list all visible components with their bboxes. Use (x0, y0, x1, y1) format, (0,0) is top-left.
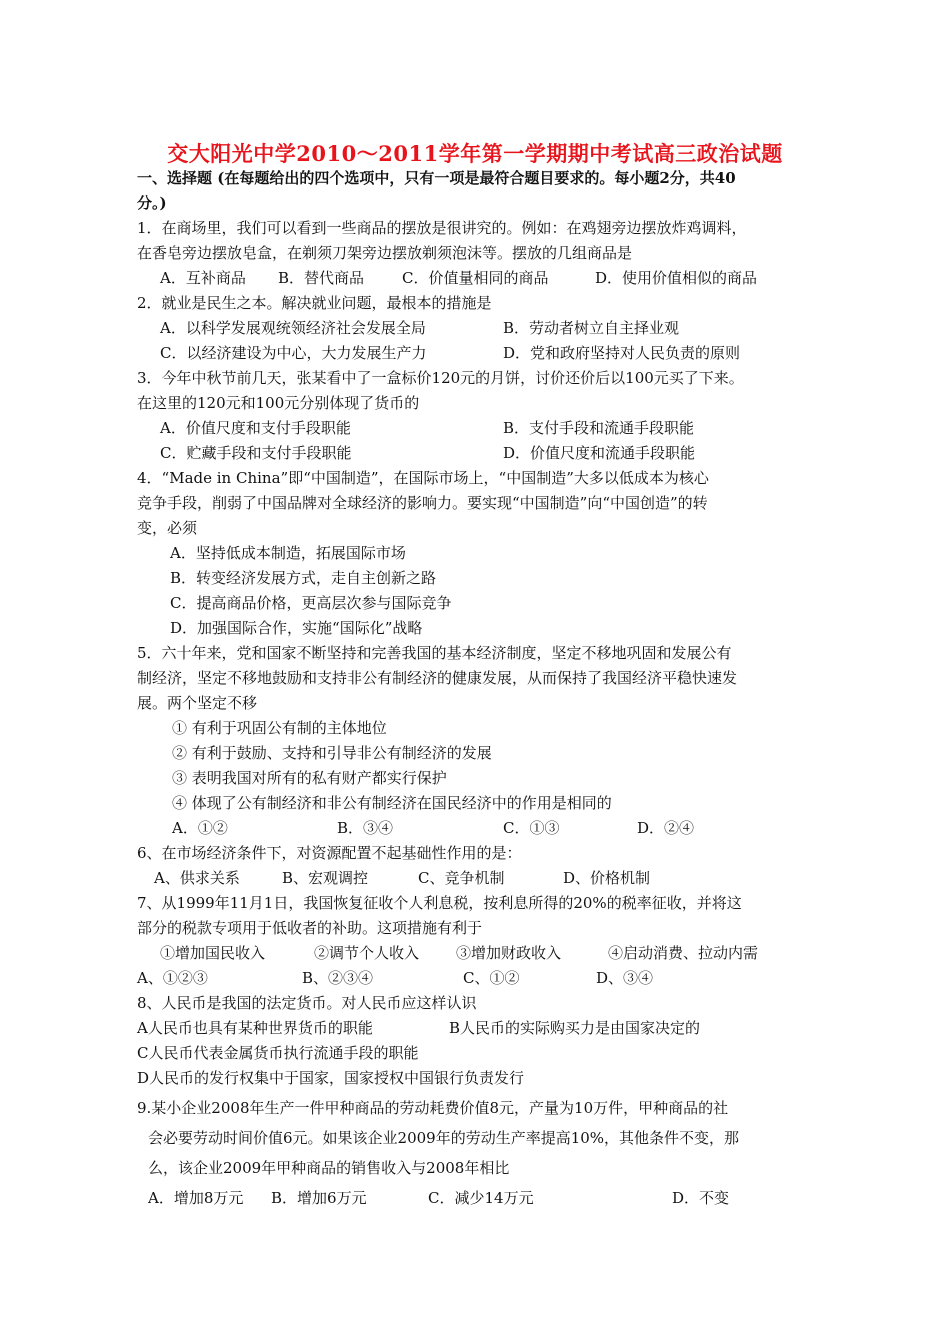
q5-option-a: A．①② (172, 819, 228, 837)
q4-option-c: C．提高商品价格，更高层次参与国际竞争 (170, 594, 452, 612)
q7-stem-line1: 7、从1999年11月1日，我国恢复征收个人利息税，按利息所得的20%的税率征收，并将这 (137, 894, 742, 912)
q9-stem-line1: 9.某小企业2008年生产一件甲种商品的劳动耗费价值8元，产量为10万件，甲种商品的社 (137, 1099, 729, 1117)
q2-stem: 2．就业是民生之本。解决就业问题，最根本的措施是 (137, 294, 492, 312)
q4-option-a: A．坚持低成本制造，拓展国际市场 (170, 544, 406, 562)
q6-option-c: C、竞争机制 (418, 869, 505, 887)
q7-option-b: B、②③④ (302, 969, 374, 987)
q5-option-b: B．③④ (337, 819, 394, 837)
q7-statement-3: ③增加财政收入 (456, 944, 562, 962)
q4-stem-line1: 4．“Made in China”即“中国制造”，在国际市场上，“中国制造”大多以低成本为核心 (137, 469, 709, 487)
q1-option-a: A．互补商品 (160, 269, 246, 287)
q3-option-b: B．支付手段和流通手段职能 (503, 419, 695, 437)
q6-stem: 6、在市场经济条件下，对资源配置不起基础性作用的是： (137, 844, 522, 862)
q8-option-b: B人民币的实际购买力是由国家决定的 (449, 1019, 701, 1037)
q6-option-b: B、宏观调控 (282, 869, 369, 887)
q2-option-a: A．以科学发展观统领经济社会发展全局 (160, 319, 426, 337)
q5-statement-3: ③ 表明我国对所有的私有财产都实行保护 (172, 769, 447, 787)
q5-statement-1: ① 有利于巩固公有制的主体地位 (172, 719, 387, 737)
q5-statement-4: ④ 体现了公有制经济和非公有制经济在国民经济中的作用是相同的 (172, 794, 612, 812)
q7-stem-line2: 部分的税款专项用于低收者的补助。这项措施有利于 (137, 919, 483, 937)
q1-option-d: D．使用价值相似的商品 (595, 269, 758, 287)
q3-option-d: D．价值尺度和流通手段职能 (503, 444, 696, 462)
q6-option-a: A、供求关系 (154, 869, 240, 887)
q3-option-a: A．价值尺度和支付手段职能 (160, 419, 351, 437)
q1-stem-line1: 1．在商场里，我们可以看到一些商品的摆放是很讲究的。例如：在鸡翅旁边摆放炸鸡调料， (137, 219, 747, 237)
q7-option-a: A、①②③ (137, 969, 208, 987)
q9-option-a: A．增加8万元 (148, 1189, 244, 1207)
q8-option-a: A人民币也具有某种世界货币的职能 (137, 1019, 373, 1037)
q6-option-d: D、价格机制 (563, 869, 651, 887)
q8-option-d: D人民币的发行权集中于国家，国家授权中国银行负责发行 (137, 1069, 525, 1087)
q1-stem-line2: 在香皂旁边摆放皂盒，在剃须刀架旁边摆放剃须泡沫等。摆放的几组商品是 (137, 244, 633, 262)
q5-stem-line2: 制经济，坚定不移地鼓励和支持非公有制经济的健康发展，从而保持了我国经济平稳快速发 (137, 669, 738, 687)
q1-option-c: C．价值量相同的商品 (402, 269, 549, 287)
q7-statement-1: ①增加国民收入 (160, 944, 266, 962)
section-heading-line2: 分。) (137, 194, 167, 212)
q7-option-c: C、①② (463, 969, 520, 987)
q3-option-c: C．贮藏手段和支付手段职能 (160, 444, 352, 462)
q7-option-d: D、③④ (596, 969, 654, 987)
q7-statement-4: ④启动消费、拉动内需 (608, 944, 759, 962)
q9-option-c: C．减少14万元 (428, 1189, 534, 1207)
q2-option-b: B．劳动者树立自主择业观 (503, 319, 680, 337)
q8-option-c: C人民币代表金属货币执行流通手段的职能 (137, 1044, 419, 1062)
section-heading-line1: 一、选择题 (在每题给出的四个选项中，只有一项是最符合题目要求的。每小题2分，共40 (137, 169, 736, 187)
q4-stem-line2: 竞争手段，削弱了中国品牌对全球经济的影响力。要实现“中国制造”向“中国创造”的转 (137, 494, 708, 512)
q9-stem-line3: 么，该企业2009年甲种商品的销售收入与2008年相比 (148, 1159, 510, 1177)
q1-option-b: B．替代商品 (278, 269, 365, 287)
q9-option-d: D．不变 (672, 1189, 730, 1207)
q4-stem-line3: 变，必须 (137, 519, 198, 537)
q3-stem-line1: 3．今年中秋节前几天，张某看中了一盒标价120元的月饼，讨价还价后以100元买了下来。 (137, 369, 744, 387)
q9-option-b: B．增加6万元 (271, 1189, 367, 1207)
q5-stem-line1: 5．六十年来，党和国家不断坚持和完善我国的基本经济制度，坚定不移地巩固和发展公有 (137, 644, 732, 662)
exam-title: 交大阳光中学2010～2011学年第一学期期中考试高三政治试题 (167, 141, 783, 166)
q2-option-d: D．党和政府坚持对人民负责的原则 (503, 344, 741, 362)
q7-statement-2: ②调节个人收入 (314, 944, 420, 962)
q5-option-c: C．①③ (503, 819, 560, 837)
q5-option-d: D．②④ (637, 819, 695, 837)
q2-option-c: C．以经济建设为中心，大力发展生产力 (160, 344, 427, 362)
q5-statement-2: ② 有利于鼓励、支持和引导非公有制经济的发展 (172, 744, 492, 762)
q9-stem-line2: 会必要劳动时间价值6元。如果该企业2009年的劳动生产率提高10%，其他条件不变，那 (148, 1129, 740, 1147)
q5-stem-line3: 展。两个坚定不移 (137, 694, 258, 712)
q4-option-d: D．加强国际合作，实施“国际化”战略 (170, 619, 423, 637)
q8-stem: 8、人民币是我国的法定货币。对人民币应这样认识 (137, 994, 477, 1012)
q3-stem-line2: 在这里的120元和100元分别体现了货币的 (137, 394, 420, 412)
q4-option-b: B．转变经济发展方式，走自主创新之路 (170, 569, 437, 587)
